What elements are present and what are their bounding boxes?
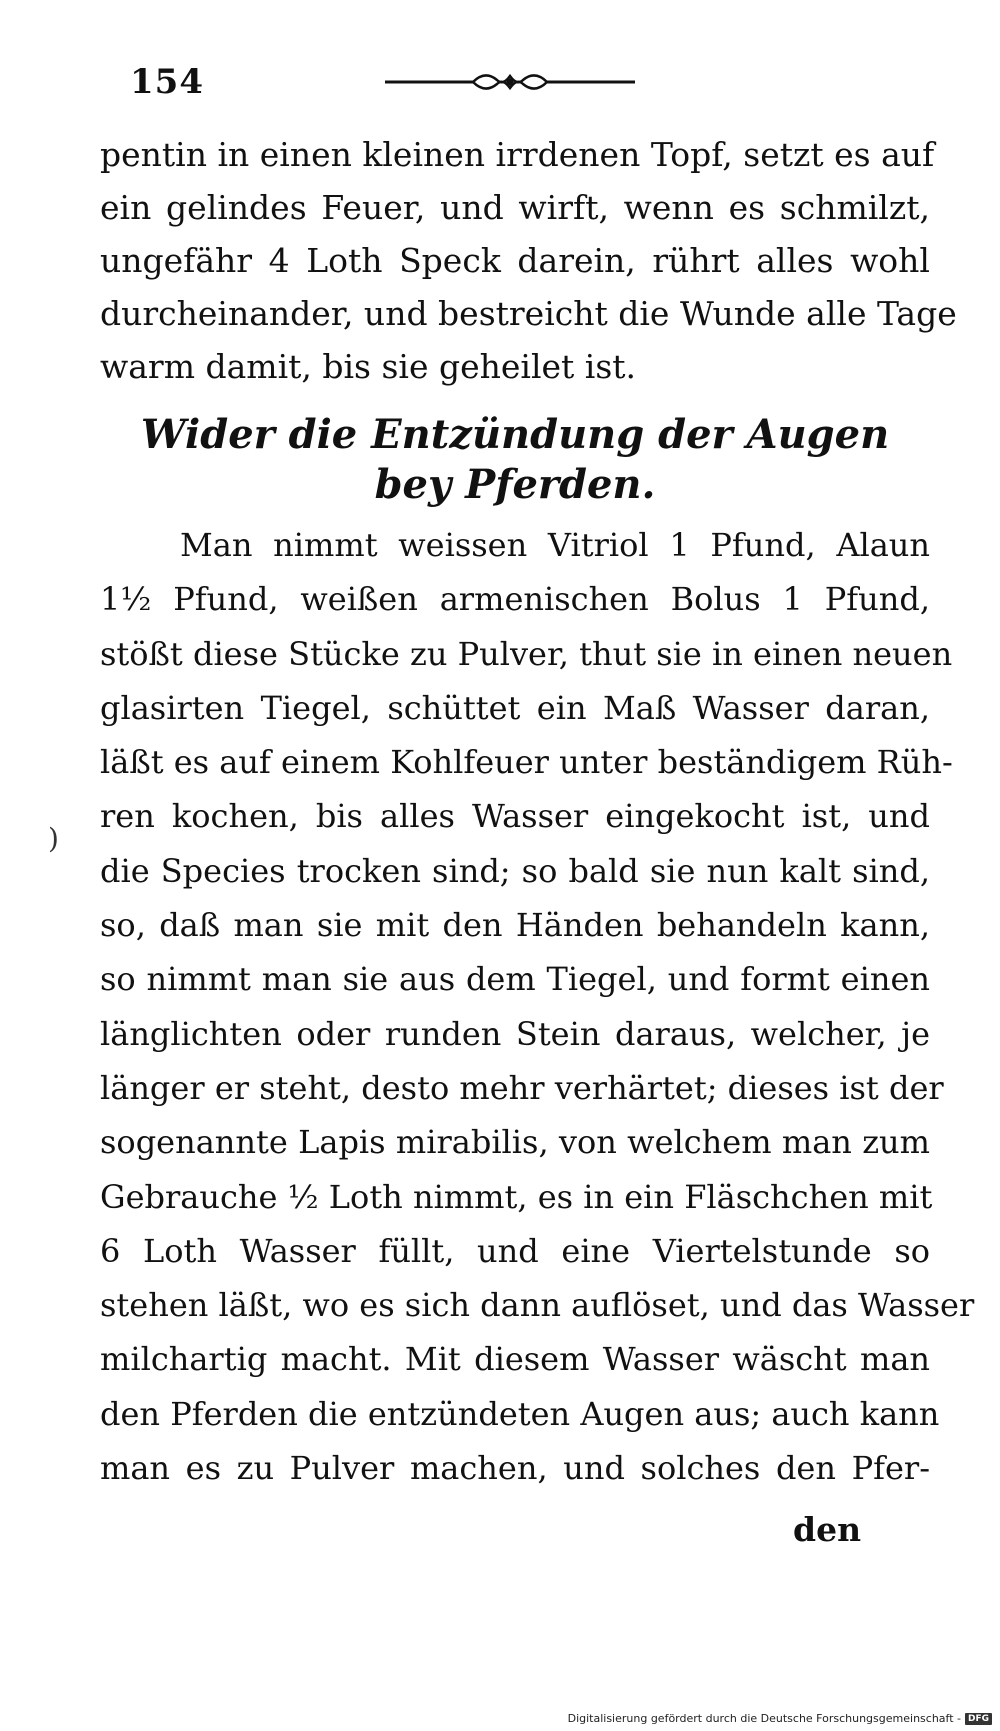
margin-mark: )	[48, 822, 59, 855]
text-line: die Species trocken sind; so bald sie nun kalt sind,	[100, 851, 930, 890]
digitization-credit	[568, 1712, 992, 1725]
header-ornament-icon	[385, 66, 635, 96]
text-line: glasirten Tiegel, schüttet ein Maß Wasser daran,	[100, 688, 930, 727]
text-line: ein gelindes Feuer, und wirft, wenn es schmilzt,	[100, 188, 930, 227]
text-line: so nimmt man sie aus dem Tiegel, und formt einen	[100, 960, 930, 999]
text-line: 6 Loth Wasser füllt, und eine Viertelstunde so	[100, 1231, 930, 1270]
text-line: ren kochen, bis alles Wasser eingekocht ist, und	[100, 797, 930, 836]
credit-text: Digitalisierung gefördert durch die Deutsche Forschungsgemeinschaft -	[567, 1712, 961, 1725]
text-line: länglichten oder runden Stein daraus, welcher, je	[100, 1014, 930, 1053]
text-line: den Pferden die entzündeten Augen aus; auch kann	[100, 1394, 940, 1433]
page-number: 154	[130, 62, 204, 102]
dfg-logo-icon: DFG	[965, 1713, 992, 1725]
section-heading	[100, 410, 930, 510]
text-line: Man nimmt weissen Vitriol 1 Pfund, Alaun	[180, 526, 930, 564]
heading-line: bey Pferden.	[374, 461, 656, 508]
text-line: stößt diese Stücke zu Pulver, thut sie in einen neuen	[100, 634, 953, 673]
text-line: stehen läßt, wo es sich dann auflöset, und das Wasser	[100, 1286, 975, 1325]
recipe-paragraph	[100, 518, 975, 1495]
text-line: läßt es auf einem Kohlfeuer unter beständigem Rüh-	[100, 743, 953, 782]
text-line: so, daß man sie mit den Händen behandeln kann,	[100, 906, 930, 945]
text-line: ungefähr 4 Loth Speck darein, rührt alles wohl	[100, 241, 930, 280]
text-line: länger er steht, desto mehr verhärtet; dieses ist der	[100, 1068, 944, 1107]
text-line: man es zu Pulver machen, und solches den Pfer-	[100, 1449, 930, 1488]
catchword: den	[793, 1510, 862, 1549]
text-line: pentin in einen kleinen irrdenen Topf, setzt es auf	[100, 135, 935, 174]
text-line: durcheinander, und bestreicht die Wunde alle Tage	[100, 294, 957, 333]
opening-paragraph	[100, 128, 957, 393]
text-line: 1½ Pfund, weißen armenischen Bolus 1 Pfund,	[100, 580, 930, 619]
text-line: milchartig macht. Mit diesem Wasser wäscht man	[100, 1340, 930, 1379]
text-line: sogenannte Lapis mirabilis, von welchem man zum	[100, 1123, 930, 1162]
text-line: warm damit, bis sie geheilet ist.	[100, 347, 637, 386]
heading-line: Wider die Entzündung der Augen	[140, 411, 890, 458]
text-line: Gebrauche ½ Loth nimmt, es in ein Fläschchen mit	[100, 1177, 933, 1216]
